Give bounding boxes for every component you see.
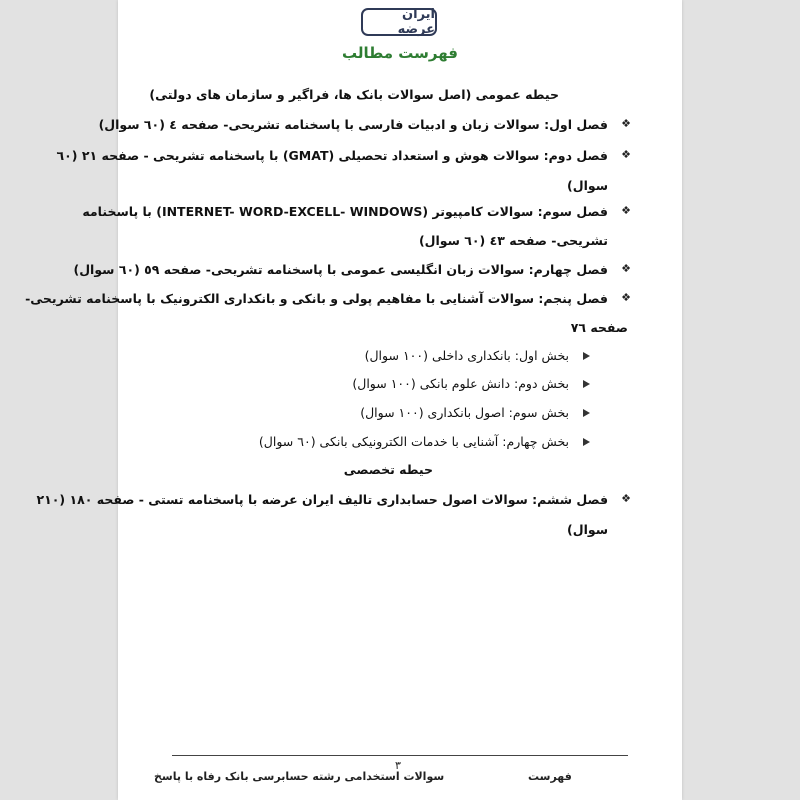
- footer-book-title: سوالات استخدامی رشته حسابرسی بانک رفاه با پاسخ: [154, 770, 445, 783]
- subitem-1: بخش اول: بانکداری داخلی (١٠٠ سوال): [364, 348, 569, 363]
- specialized-section-heading: حیطه تخصصی: [343, 462, 433, 477]
- arrow-bullet-icon: [583, 409, 590, 417]
- toc-item-3-line-1: فصل سوم: سوالات کامپیوتر (INTERNET- WORD-EXCELL- WINDOWS) با پاسخنامه: [82, 204, 608, 219]
- toc-item-1-line-1: فصل اول: سوالات زبان و ادبیات فارسی با پاسخنامه تشریحی- صفحه ٤ (٦٠ سوال): [98, 117, 608, 132]
- subitem-2: بخش دوم: دانش علوم بانکی (١٠٠ سوال): [352, 376, 569, 391]
- toc-item-5-line-2: صفحه ٧٦: [570, 320, 628, 335]
- toc-item-6-line-1: فصل ششم: سوالات اصول حسابداری تالیف ایران عرضه با پاسخنامه تستی - صفحه ١٨٠ (٢١٠: [36, 492, 608, 507]
- page-title: فهرست مطالب: [342, 44, 458, 62]
- arrow-bullet-icon: [583, 380, 590, 388]
- page-number: ٣: [395, 759, 401, 772]
- diamond-bullet-icon: ❖: [621, 291, 631, 304]
- toc-item-5-line-1: فصل پنجم: سوالات آشنایی با مفاهیم پولی و بانکی و بانکداری الکترونیک با پاسخنامه تشریحی-: [25, 291, 608, 306]
- logo: [361, 8, 437, 36]
- subitem-4: بخش چهارم: آشنایی با خدمات الکترونیکی بانکی (٦٠ سوال): [258, 434, 569, 449]
- diamond-bullet-icon: ❖: [621, 204, 631, 217]
- arrow-bullet-icon: [583, 352, 590, 360]
- logo-text: ایران عرضه: [397, 7, 435, 37]
- toc-item-2-line-2: سوال): [567, 178, 608, 193]
- toc-item-3-line-2: تشریحی- صفحه ٤٣ (٦٠ سوال): [418, 233, 608, 248]
- diamond-bullet-icon: ❖: [621, 492, 631, 505]
- diamond-bullet-icon: ❖: [621, 262, 631, 275]
- toc-item-4-line-1: فصل چهارم: سوالات زبان انگلیسی عمومی با پاسخنامه تشریحی- صفحه ٥٩ (٦٠ سوال): [73, 262, 608, 277]
- toc-item-2-line-1: فصل دوم: سوالات هوش و استعداد تحصیلی (GMAT) با پاسخنامه تشریحی - صفحه ٢١ (٦٠: [56, 148, 608, 163]
- footer-section-label: فهرست: [528, 770, 572, 783]
- general-section-heading: حیطه عمومی (اصل سوالات بانک ها، فراگیر و سازمان های دولتی): [149, 87, 559, 102]
- footer-divider: [172, 755, 628, 756]
- document-page: [25, 0, 682, 800]
- toc-item-6-line-2: سوال): [567, 522, 608, 537]
- diamond-bullet-icon: ❖: [621, 148, 631, 161]
- arrow-bullet-icon: [583, 438, 590, 446]
- subitem-3: بخش سوم: اصول بانکداری (١٠٠ سوال): [360, 405, 569, 420]
- diamond-bullet-icon: ❖: [621, 117, 631, 130]
